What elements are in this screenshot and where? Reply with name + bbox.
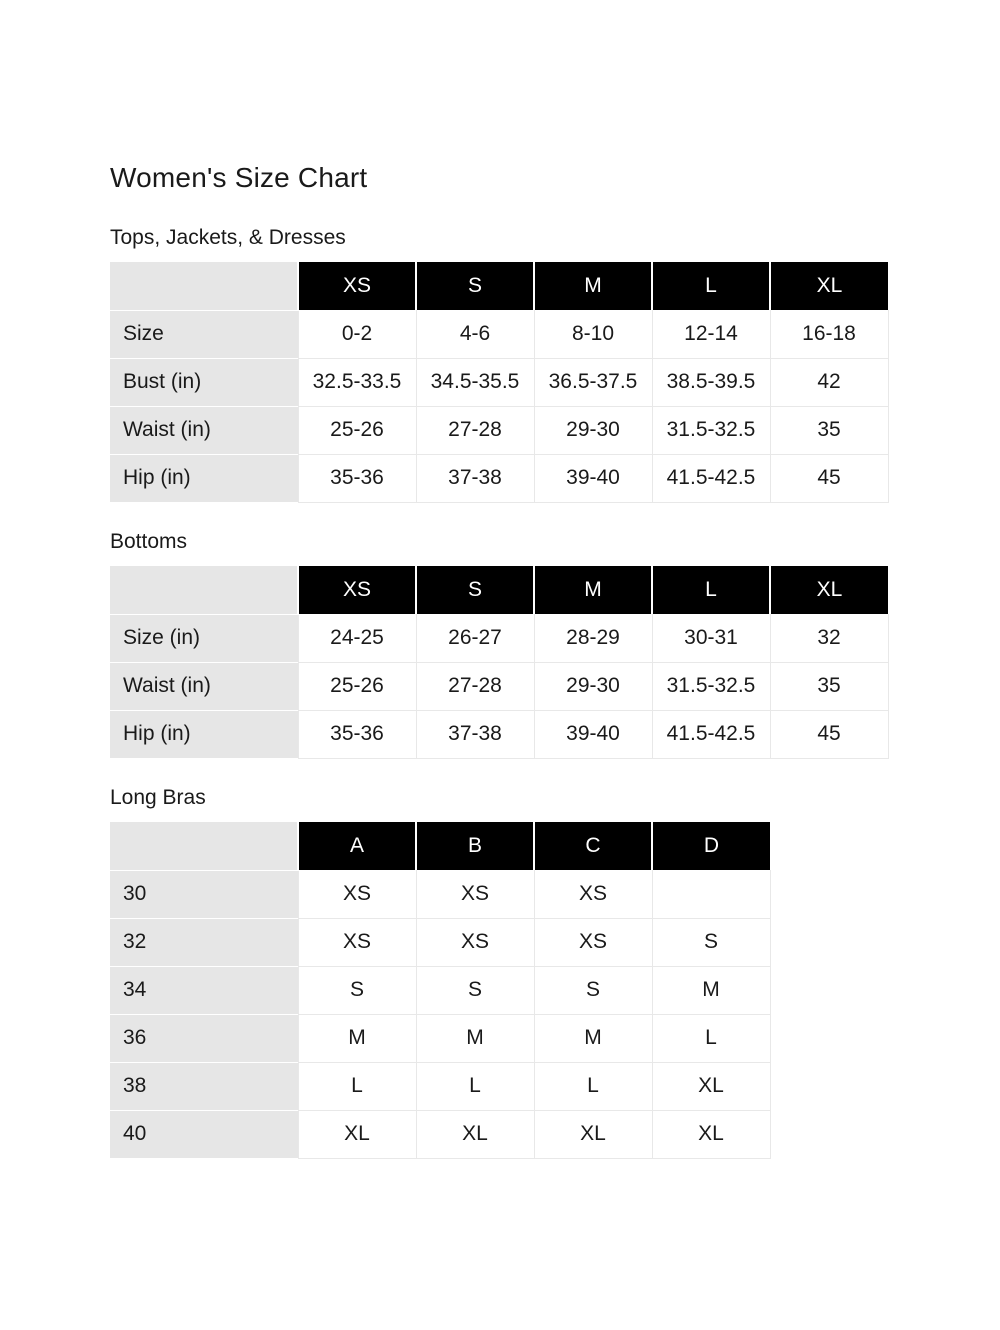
- row-label: Hip (in): [110, 710, 298, 758]
- table-cell: M: [298, 1014, 416, 1062]
- bottoms-section-title: Bottoms: [110, 530, 188, 553]
- table-cell: 30-31: [652, 614, 770, 662]
- table-cell: 38.5-39.5: [652, 358, 770, 406]
- table-cell: 32.5-33.5: [298, 358, 416, 406]
- table-cell: 32: [770, 614, 888, 662]
- tops-col-head-xl: XL: [770, 262, 888, 310]
- table-cell: M: [652, 966, 770, 1014]
- bottoms-col-head-s: S: [416, 566, 534, 614]
- table-cell: XL: [416, 1110, 534, 1158]
- table-cell: 45: [770, 454, 888, 502]
- row-label: 38: [110, 1062, 298, 1110]
- table-cell: XS: [416, 870, 534, 918]
- bottoms-col-head-xs: XS: [298, 566, 416, 614]
- tops-col-head-xs: XS: [298, 262, 416, 310]
- table-cell: 41.5-42.5: [652, 454, 770, 502]
- table-cell: 29-30: [534, 406, 652, 454]
- table-cell: 35: [770, 406, 888, 454]
- table-cell: XS: [298, 918, 416, 966]
- table-cell: 25-26: [298, 406, 416, 454]
- bras-col-head-c: C: [534, 822, 652, 870]
- table-cell: 31.5-32.5: [652, 406, 770, 454]
- table-cell: 27-28: [416, 406, 534, 454]
- table-row: [110, 454, 888, 502]
- table-cell: 28-29: [534, 614, 652, 662]
- table-cell: S: [416, 966, 534, 1014]
- table-cell: 4-6: [416, 310, 534, 358]
- table-cell: 36.5-37.5: [534, 358, 652, 406]
- row-label: 34: [110, 966, 298, 1014]
- table-cell: 12-14: [652, 310, 770, 358]
- table-cell: M: [416, 1014, 534, 1062]
- row-label: 40: [110, 1110, 298, 1158]
- table-cell: XS: [298, 870, 416, 918]
- table-cell: 31.5-32.5: [652, 662, 770, 710]
- row-label: 36: [110, 1014, 298, 1062]
- table-cell: 37-38: [416, 454, 534, 502]
- row-label: Size: [110, 310, 298, 358]
- table-cell: 39-40: [534, 710, 652, 758]
- table-row: [110, 406, 888, 454]
- bottoms-col-head-xl: XL: [770, 566, 888, 614]
- bras-col-head-b: B: [416, 822, 534, 870]
- bras-size-table: [110, 822, 771, 1159]
- tops-col-head-m: M: [534, 262, 652, 310]
- tops-corner-cell: [110, 262, 298, 310]
- table-row: [110, 614, 888, 662]
- table-cell: 25-26: [298, 662, 416, 710]
- table-row: [110, 662, 888, 710]
- table-cell: 24-25: [298, 614, 416, 662]
- tops-header-row: [110, 262, 888, 310]
- row-label: Size (in): [110, 614, 298, 662]
- table-cell: S: [298, 966, 416, 1014]
- table-cell: 35: [770, 662, 888, 710]
- table-cell: L: [416, 1062, 534, 1110]
- tops-section-title: Tops, Jackets, & Dresses: [110, 226, 346, 249]
- table-row: [110, 1014, 770, 1062]
- table-cell: XL: [652, 1062, 770, 1110]
- row-label: Waist (in): [110, 406, 298, 454]
- table-cell: L: [298, 1062, 416, 1110]
- row-label: 32: [110, 918, 298, 966]
- bottoms-corner-cell: [110, 566, 298, 614]
- row-label: 30: [110, 870, 298, 918]
- table-cell: 35-36: [298, 710, 416, 758]
- bras-col-head-a: A: [298, 822, 416, 870]
- table-cell: S: [534, 966, 652, 1014]
- table-cell: 34.5-35.5: [416, 358, 534, 406]
- bras-corner-cell: [110, 822, 298, 870]
- table-cell: 35-36: [298, 454, 416, 502]
- table-cell: M: [534, 1014, 652, 1062]
- table-cell: L: [652, 1014, 770, 1062]
- table-cell: 45: [770, 710, 888, 758]
- table-cell: 27-28: [416, 662, 534, 710]
- bottoms-col-head-m: M: [534, 566, 652, 614]
- table-cell: XS: [416, 918, 534, 966]
- table-cell: XS: [534, 918, 652, 966]
- table-row: [110, 710, 888, 758]
- table-cell: 8-10: [534, 310, 652, 358]
- bottoms-col-head-l: L: [652, 566, 770, 614]
- table-row: [110, 310, 888, 358]
- table-cell: XL: [534, 1110, 652, 1158]
- table-cell: L: [534, 1062, 652, 1110]
- bras-col-head-d: D: [652, 822, 770, 870]
- table-cell: 42: [770, 358, 888, 406]
- table-cell: XL: [652, 1110, 770, 1158]
- table-cell: XS: [534, 870, 652, 918]
- row-label: Bust (in): [110, 358, 298, 406]
- table-cell: 29-30: [534, 662, 652, 710]
- table-row: [110, 1062, 770, 1110]
- table-cell: 16-18: [770, 310, 888, 358]
- bottoms-header-row: [110, 566, 888, 614]
- table-row: [110, 1110, 770, 1158]
- page-title: Women's Size Chart: [110, 162, 368, 193]
- table-cell: [652, 870, 770, 918]
- table-row: [110, 966, 770, 1014]
- row-label: Hip (in): [110, 454, 298, 502]
- bras-header-row: [110, 822, 770, 870]
- bras-section-title: Long Bras: [110, 786, 206, 809]
- table-cell: 26-27: [416, 614, 534, 662]
- tops-col-head-s: S: [416, 262, 534, 310]
- table-row: [110, 870, 770, 918]
- table-cell: 37-38: [416, 710, 534, 758]
- row-label: Waist (in): [110, 662, 298, 710]
- table-cell: XL: [298, 1110, 416, 1158]
- table-cell: 0-2: [298, 310, 416, 358]
- table-cell: 39-40: [534, 454, 652, 502]
- tops-size-table: [110, 262, 889, 503]
- table-row: [110, 918, 770, 966]
- table-cell: S: [652, 918, 770, 966]
- table-row: [110, 358, 888, 406]
- table-cell: 41.5-42.5: [652, 710, 770, 758]
- bottoms-size-table: [110, 566, 889, 759]
- tops-col-head-l: L: [652, 262, 770, 310]
